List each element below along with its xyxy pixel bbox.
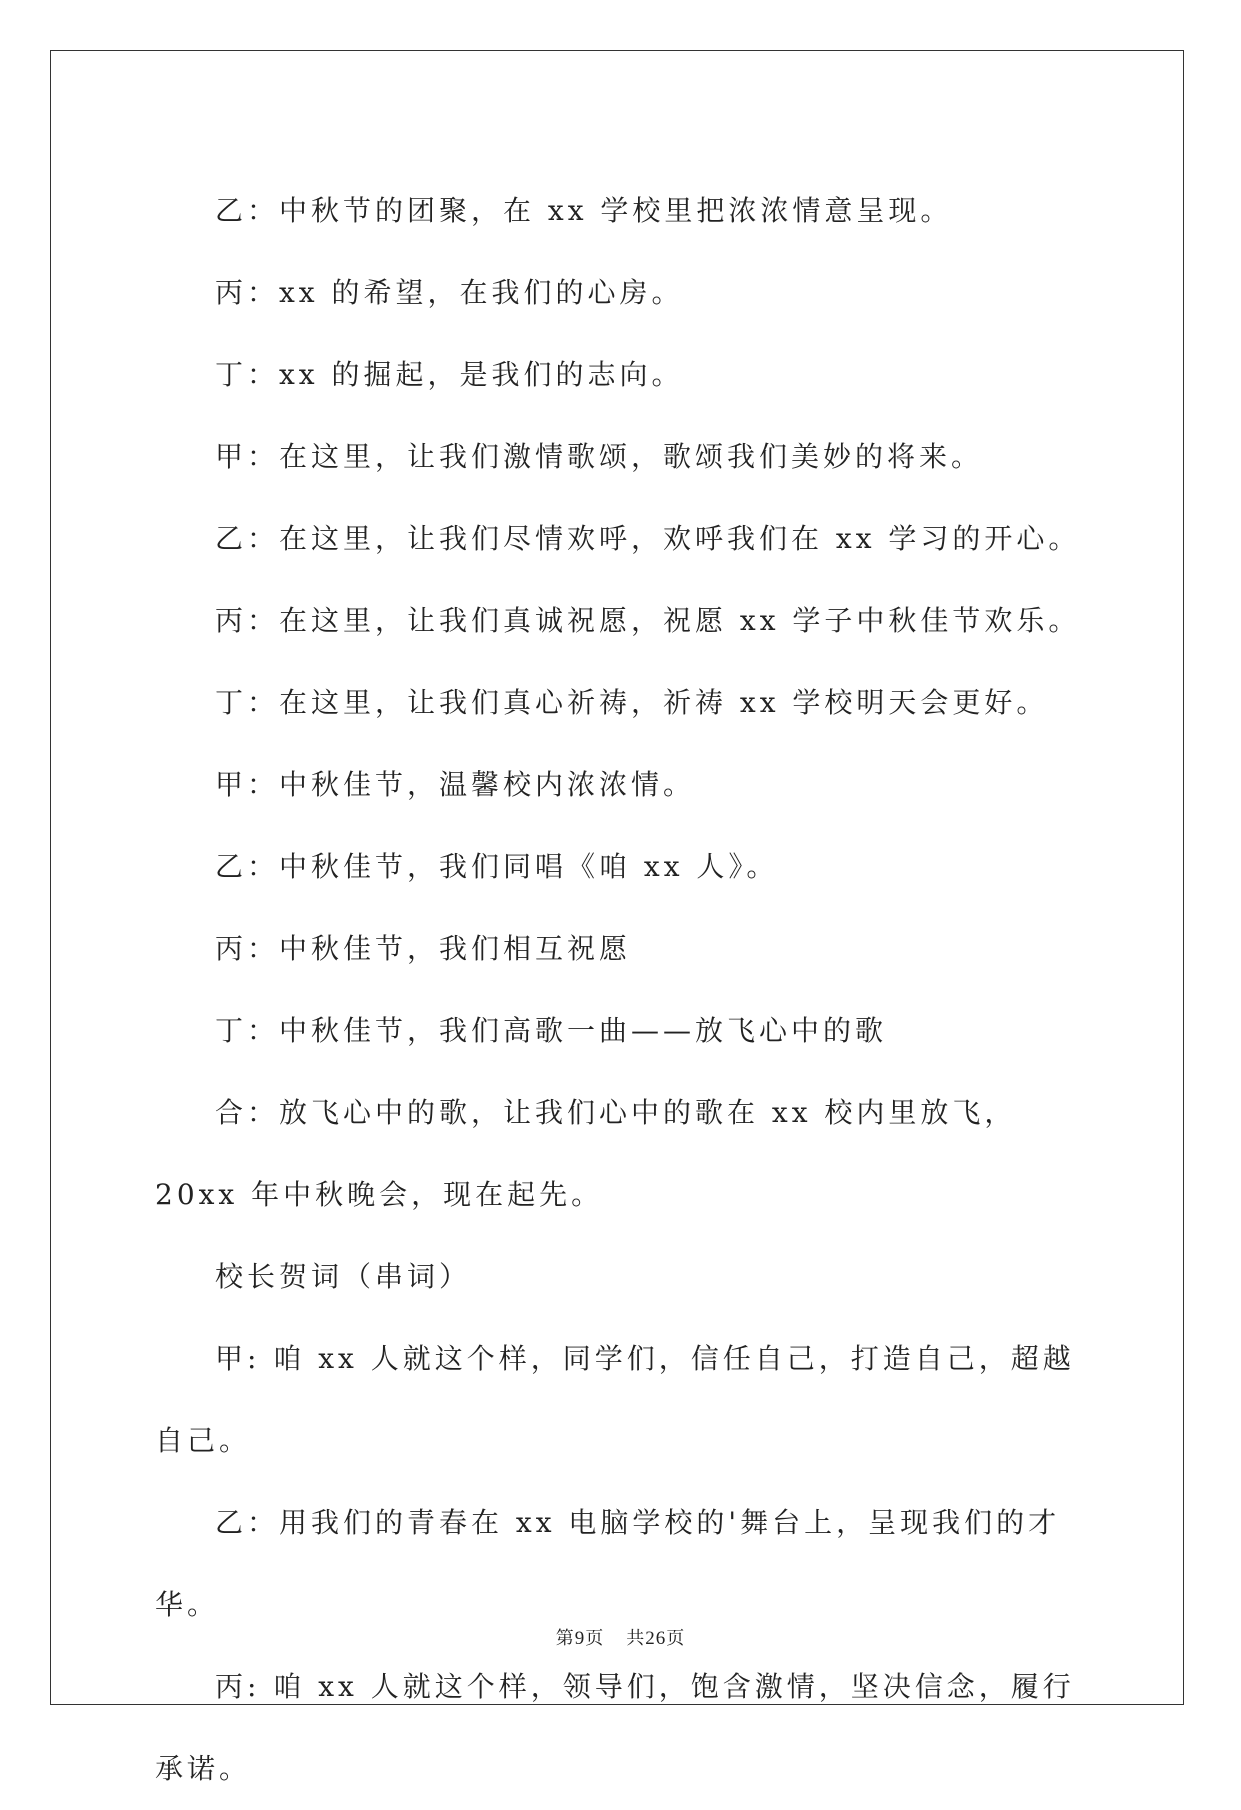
paragraph: 乙：用我们的青春在 xx 电脑学校的'舞台上，呈现我们的才华。 (155, 1506, 1061, 1621)
paragraph: 校长贺词（串词） (215, 1260, 472, 1293)
total-pages: 26 (645, 1628, 667, 1649)
paragraph: 合：放飞心中的歌，让我们心中的歌在 xx 校内里放飞，20xx 年中秋晚会，现在起先。 (155, 1096, 1017, 1211)
paragraph: 乙：中秋节的团聚，在 xx 学校里把浓浓情意呈现。 (215, 194, 953, 227)
paragraph: 甲: 咱 xx 人就这个样，同学们，信任自己，打造自己，超越自己。 (155, 1342, 1075, 1457)
paragraph: 乙：中秋佳节，我们同唱《咱 xx 人》。 (215, 850, 779, 883)
paragraph: 丙：中秋佳节，我们相互祝愿 (215, 932, 632, 965)
document-body (155, 170, 1095, 1810)
paragraph: 丙：在这里，让我们真诚祝愿，祝愿 xx 学子中秋佳节欢乐。 (215, 604, 1081, 637)
paragraph: 丁：在这里，让我们真心祈祷，祈祷 xx 学校明天会更好。 (215, 686, 1049, 719)
paragraph: 丁：中秋佳节，我们高歌一曲——放飞心中的歌 (215, 1014, 888, 1047)
paragraph: 丙: 咱 xx 人就这个样，领导们，饱含激情，坚决信念，履行承诺。 (155, 1670, 1075, 1785)
paragraph: 乙：在这里，让我们尽情欢呼，欢呼我们在 xx 学习的开心。 (215, 522, 1081, 555)
paragraph: 丙：xx 的希望，在我们的心房。 (215, 276, 684, 309)
page-label-suffix: 页 (585, 1628, 605, 1649)
page-footer (0, 1624, 1241, 1650)
paragraph: 甲：中秋佳节，温馨校内浓浓情。 (215, 768, 696, 801)
page-number: 9 (574, 1628, 586, 1649)
total-label-suffix: 页 (666, 1628, 686, 1649)
paragraph: 甲：在这里，让我们激情歌颂，歌颂我们美妙的将来。 (215, 440, 984, 473)
paragraph: 丁：xx 的掘起，是我们的志向。 (215, 358, 684, 391)
total-label-prefix: 共 (626, 1628, 646, 1649)
page-label-prefix: 第 (555, 1628, 575, 1649)
